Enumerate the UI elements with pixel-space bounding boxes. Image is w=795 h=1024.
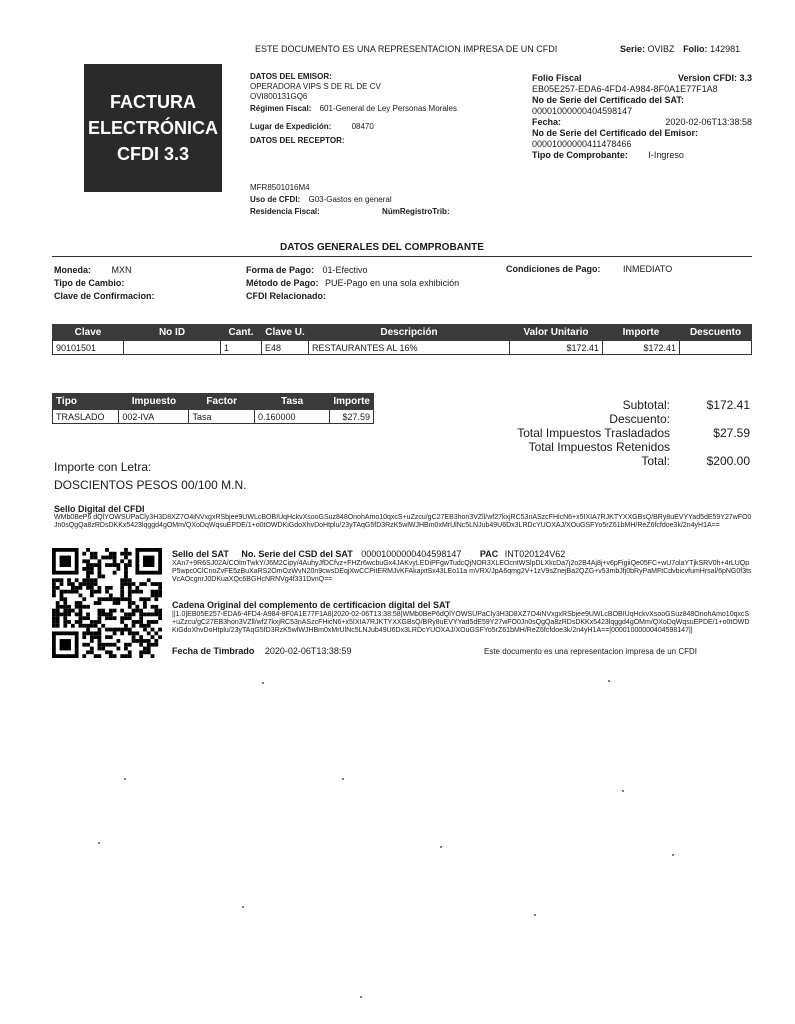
folio-fiscal-value: EB05E257-EDA6-4FD4-A984-8F0A1E77F1A8	[532, 84, 718, 94]
serie-value: OVIBZ	[647, 44, 675, 54]
scan-speck	[124, 778, 126, 780]
tipo-cambio-label: Tipo de Cambio:	[54, 278, 125, 288]
tax-factor: Tasa	[189, 410, 255, 424]
tax-impuesto: 002-IVA	[119, 410, 189, 424]
trasladados-value: $27.59	[713, 426, 750, 440]
cert-sat-label: No de Serie del Certificado del SAT:	[532, 95, 684, 105]
forma-value: 01-Efectivo	[322, 265, 368, 275]
general-divider	[52, 256, 752, 257]
totals-values	[660, 398, 750, 468]
receptor-section	[250, 182, 520, 218]
general-title: DATOS GENERALES DEL COMPROBANTE	[280, 242, 484, 253]
representation-note: ESTE DOCUMENTO ES UNA REPRESENTACION IMPRESA DE UN CFDI	[255, 44, 558, 54]
items-header-cell: Clave	[53, 325, 124, 341]
items-header-cell: Clave U.	[262, 325, 309, 341]
relacionado-label: CFDI Relacionado:	[246, 291, 327, 301]
csd-value: 00001000000404598147	[361, 549, 462, 559]
general-mid	[246, 264, 459, 303]
cadena-label: Cadena Original del complemento de certificacion digital del SAT	[172, 600, 451, 610]
tax-tasa: 0.160000	[254, 410, 329, 424]
scan-speck	[242, 906, 244, 908]
serie-label: Serie:	[620, 44, 646, 54]
timbrado	[172, 646, 351, 656]
tax-header-cell: Tipo	[53, 394, 119, 410]
tax-header-cell: Tasa	[254, 394, 329, 410]
subtotal-value: $172.41	[706, 398, 750, 412]
items-header-cell: Descripción	[309, 325, 510, 341]
scan-speck	[360, 996, 362, 998]
tipo-value: I-Ingreso	[648, 150, 684, 160]
timbrado-value: 2020-02-06T13:38:59	[264, 646, 352, 656]
regimen-label: Régimen Fiscal:	[250, 104, 312, 113]
item-valor: $172.41	[510, 341, 603, 355]
uso-value: G03-Gastos en general	[308, 195, 392, 204]
logo-line1: FACTURA	[110, 92, 196, 112]
receptor-rfc: MFR8501016M4	[250, 183, 310, 192]
tax-table	[52, 393, 374, 424]
item-importe: $172.41	[603, 341, 680, 355]
residencia-label: Residencia Fiscal:	[250, 207, 320, 216]
tax-tipo: TRASLADO	[53, 410, 119, 424]
scan-speck	[534, 914, 536, 916]
qr-code	[52, 548, 162, 658]
table-row	[53, 341, 752, 355]
scan-speck	[672, 854, 674, 856]
moneda-value: MXN	[111, 265, 132, 275]
sello-sat-value: XAn7+9R6SJ02A/COlmTwkY/J6M2Cipy/4AuhyJfDCfvz+FHZr6wcbuGx4JAKvyLEDiPFgwTudcQjNOR3XLEOcntWSlpDLXkcDa7j2o2B4Aj8j+v6pFigiiQe05FC+wU7olaYTjkSRV0h+4rLUQpP5wpc0ClCnoZvFE5zBuXaRS2OmOzWvN20n9cwsDEqjXwCCPitERMJvKFAkajxtSx43LEo11a mVRX/JpA6qmg2V+1zV9sZnejBa2QZG+v53mbJfj0bRyPaMFtCdvbicvfumHrsal/6pNG0f3tsVcAOcgnrJ0DKuaXQc6BGHcNRNVg4f331DvnQ==	[172, 560, 752, 583]
items-header-cell: Descuento	[680, 325, 752, 341]
logo-line2: ELECTRÓNICA	[88, 118, 218, 138]
folio-value: 142981	[710, 44, 741, 54]
clave-conf-label: Clave de Confirmacion:	[54, 291, 155, 301]
tax-importe: $27.59	[330, 410, 374, 424]
letra-label: Importe con Letra:	[54, 460, 152, 474]
factura-logo	[84, 64, 222, 192]
emisor-title: DATOS DEL EMISOR:	[250, 72, 332, 81]
timbrado-label: Fecha de Timbrado	[172, 646, 255, 656]
cadena-value: ||1.0|EB05E257-EDA6-4FD4-A984-8F0A1E77F1A8|2020-02-06T13:38:58|WMb0BeP6dQlYOWSUPaCly3H3D8XZ7O4iNVxgxRSbjee9UWLcBOBIUqHckvXsooGSuz848OnohAmo10qxcS+uZzcu/gC27EB3hon3VZll/wf27kxjRC53nASzcFHicN6+x5IXIA7RJKTYXXGBsQ/BRy8uEVYYad5dE59Y27wFO0Jn0sQgQa8zRDsDKKx5423lqggd4gOMm/QXoDqWqsuEPDE/1+o0tOWDKiGdoXhvDoHtplu/23yTAqG5fD3RzK5wlWJHBm0xMrUlNc5LNJub49U6Dx3LRDcYUOXAJ/XOuGSFYo5rZ61bMH/ReZ6fcfdoe3k/2n4yH1A==|00001000000404598147||	[172, 611, 750, 634]
csd-label: No. Serie del CSD del SAT	[241, 549, 353, 559]
uso-label: Uso de CFDI:	[250, 195, 301, 204]
scan-speck	[440, 846, 442, 848]
receptor-title: DATOS DEL RECEPTOR:	[250, 136, 345, 145]
cert-emisor-value: 00001000000411478466	[532, 139, 632, 149]
pac-value: INT020124V62	[504, 549, 566, 559]
tax-header-cell: Importe	[330, 394, 374, 410]
folio-fiscal-label: Folio Fiscal	[532, 73, 582, 83]
item-descuento	[680, 341, 752, 355]
tax-header-cell: Factor	[189, 394, 255, 410]
item-claveu: E48	[262, 341, 309, 355]
items-header-cell: Cant.	[221, 325, 262, 341]
general-left	[54, 264, 155, 303]
letra-value: DOSCIENTOS PESOS 00/100 M.N.	[54, 478, 247, 492]
numreg-label: NúmRegistroTrib:	[382, 207, 450, 216]
item-cant: 1	[221, 341, 262, 355]
scan-speck	[342, 778, 344, 780]
version-label: Version CFDI: 3.3	[677, 73, 752, 83]
item-noid	[124, 341, 221, 355]
emisor-rfc: OVI800131GQ6	[250, 92, 308, 101]
fiscal-section	[532, 73, 752, 161]
total-label: Total:	[641, 454, 670, 468]
items-table	[52, 324, 752, 355]
condiciones-value: INMEDIATO	[623, 264, 673, 274]
folio-label: Folio:	[683, 44, 708, 54]
descuento-label: Descuento:	[609, 412, 670, 426]
item-clave: 90101501	[53, 341, 124, 355]
lugar-value: 08470	[351, 122, 374, 131]
sat-header	[172, 549, 752, 559]
metodo-value: PUE-Pago en una sola exhibición	[325, 278, 460, 288]
total-value: $200.00	[706, 454, 750, 468]
scan-speck	[608, 680, 610, 682]
fecha-label: Fecha:	[532, 117, 562, 127]
table-row	[53, 410, 374, 424]
cert-emisor-label: No de Serie del Certificado del Emisor:	[532, 128, 699, 138]
forma-label: Forma de Pago:	[246, 265, 315, 275]
tax-header-cell: Impuesto	[119, 394, 189, 410]
item-descripcion: RESTAURANTES AL 16%	[309, 341, 510, 355]
retenidos-label: Total Impuestos Retenidos	[528, 440, 670, 454]
sello-cfdi-value: WMb0BeP6 dQlYOWSUPaCly3H3D8XZ7O4iNVxgxRSbjee9UWLcBOBIUqHckvXsooGSuz848OnohAmo10qxcS+uZzcu/gC27EB3hon3VZll/wf27kxjRC53nASzcFHicN6+x5IXIA7RJKTYXXGBsQ/BRy8uEVYYad5dE59Y27wFO0Jn0sQgQa8zRDsDKKx5423lqggd4gOMm/QXoDqWqsuEPDE/1+o0tOWDKiGdoXhvDoHtplu/23yTAqG5fD3RzK5wlWJHBm0xMrUlNc5LNJub49U6Dx3LRDcYUOXAJ/XOuGSFYo5rZ61bMH/ReZ6fcfdoe3k/2n4yH1A==	[54, 514, 752, 529]
logo-line3: CFDI 3.3	[116, 144, 190, 164]
metodo-label: Método de Pago:	[246, 278, 319, 288]
scan-speck	[622, 790, 624, 792]
tax-header-row	[53, 394, 374, 410]
items-header-row	[53, 325, 752, 341]
scan-speck	[98, 842, 100, 844]
emisor-section	[250, 72, 520, 146]
scan-speck	[262, 682, 264, 684]
trasladados-label: Total Impuestos Trasladados	[517, 426, 670, 440]
tipo-label: Tipo de Comprobante:	[532, 150, 628, 160]
items-header-cell: Valor Unitario	[510, 325, 603, 341]
serie-folio	[620, 44, 740, 54]
lugar-label: Lugar de Expedición:	[250, 122, 332, 131]
moneda-label: Moneda:	[54, 265, 91, 275]
pac-label: PAC	[479, 549, 499, 559]
subtotal-label: Subtotal:	[622, 398, 670, 412]
footer-note: Este documento es una representacion impresa de un CFDI	[484, 647, 698, 656]
emisor-name: OPERADORA VIPS S DE RL DE CV	[250, 82, 381, 91]
condiciones-label: Condiciones de Pago:	[506, 264, 601, 274]
fecha-value: 2020-02-06T13:38:58	[665, 117, 752, 127]
cert-sat-value: 00001000000404598147	[532, 106, 633, 116]
sello-cfdi-label: Sello Digital del CFDI	[54, 504, 145, 514]
regimen-value: 601-General de Ley Personas Morales	[319, 104, 458, 113]
items-header-cell: Importe	[603, 325, 680, 341]
items-header-cell: No ID	[124, 325, 221, 341]
condiciones	[506, 264, 672, 274]
sello-sat-label: Sello del SAT	[172, 549, 229, 559]
